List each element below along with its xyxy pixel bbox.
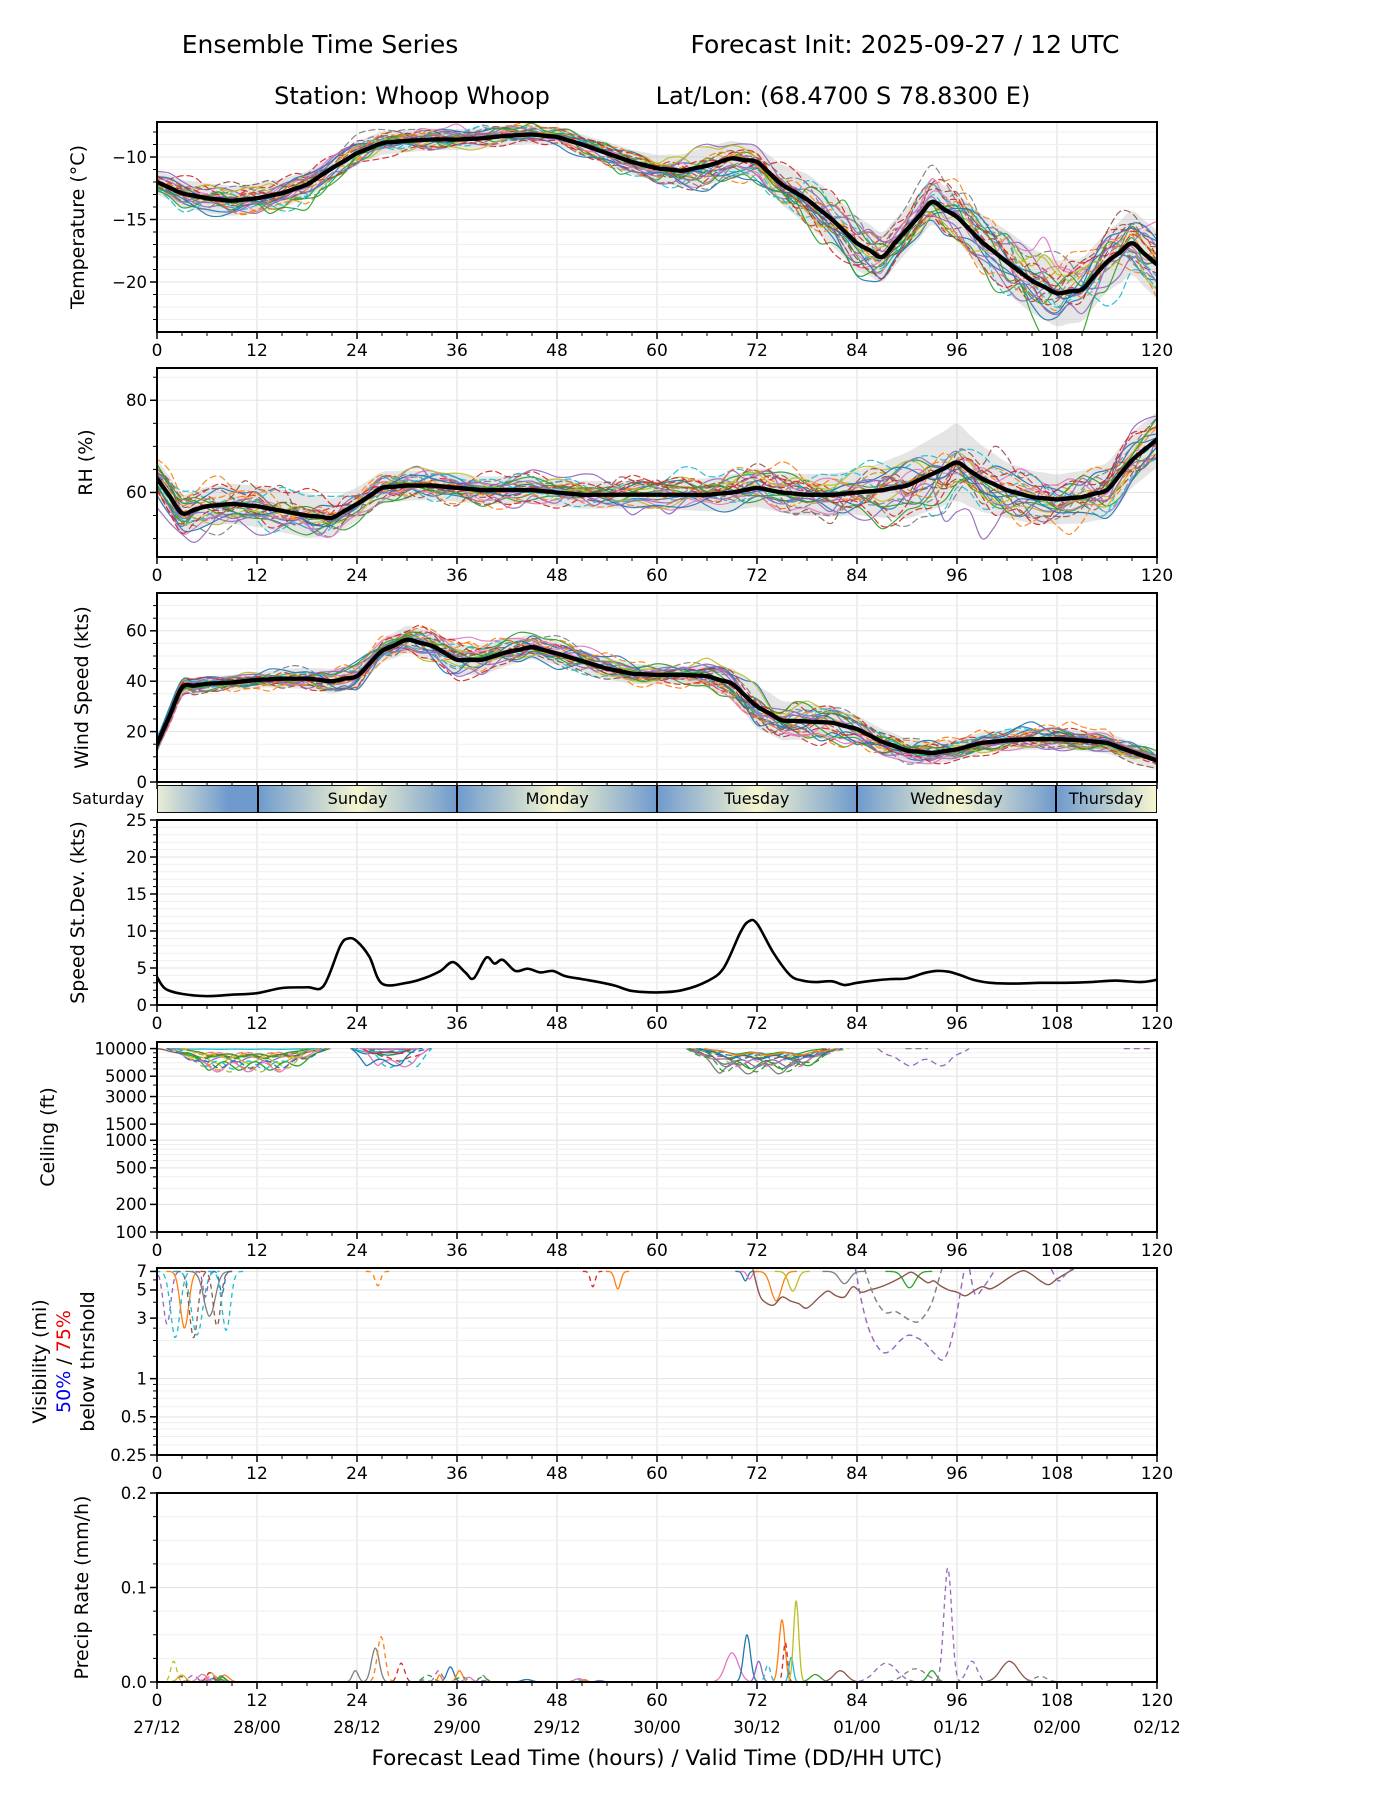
x-tick-label: 24 — [346, 1014, 368, 1034]
x-tick-label: 48 — [546, 1241, 568, 1261]
visibility-dip — [151, 1271, 182, 1323]
precip-spike — [356, 1648, 395, 1682]
visibility-dip — [366, 1271, 389, 1285]
panel-precip — [71, 1484, 1173, 1711]
x-ticks — [157, 557, 1157, 564]
x-tick-label: 84 — [846, 1014, 868, 1034]
y-tick-label: 0.2 — [120, 1483, 147, 1503]
x-tick-label: 48 — [546, 1464, 568, 1484]
x-tick-label: 84 — [846, 341, 868, 361]
x-date-label: 02/00 — [1033, 1718, 1081, 1737]
x-tick-label: 72 — [746, 341, 768, 361]
day-segment-thursday — [1056, 786, 1156, 812]
y-tick-label: 0.0 — [120, 1672, 147, 1692]
panel-data — [151, 1268, 1074, 1360]
x-tick-label: 24 — [346, 1464, 368, 1484]
gridlines — [157, 1493, 1157, 1682]
y-tick-label: 20 — [126, 847, 147, 867]
panel-visibility — [29, 1262, 1173, 1484]
x-ticks — [157, 1455, 1157, 1462]
x-date-label: 28/00 — [233, 1718, 281, 1737]
x-tick-label: 60 — [646, 566, 668, 586]
x-ticks — [157, 332, 1157, 339]
gridlines — [157, 122, 1157, 332]
y-tick-label: 5 — [136, 1280, 147, 1300]
precip-spike — [384, 1663, 419, 1682]
y-tick-label: 0.5 — [120, 1407, 147, 1427]
y-tick-label: 0.25 — [110, 1445, 147, 1465]
y-tick-label: 60 — [126, 621, 147, 641]
x-tick-label: 60 — [646, 1691, 668, 1711]
precip-spike — [928, 1568, 967, 1682]
y-tick-label: 5 — [136, 958, 147, 978]
y-tick-label: 100 — [115, 1222, 147, 1242]
y-tick-label: 3000 — [105, 1087, 147, 1107]
x-tick-label: 24 — [346, 1691, 368, 1711]
precip-spike — [159, 1661, 189, 1682]
x-tick-label: 108 — [1040, 1241, 1074, 1261]
y-tick-label: 7 — [136, 1262, 147, 1282]
y-tick-label: 200 — [115, 1195, 147, 1215]
panel-ceiling — [37, 1039, 1173, 1261]
day-label-monday: Monday — [525, 789, 589, 808]
x-tick-label: 72 — [746, 1241, 768, 1261]
x-tick-label: 48 — [546, 1014, 568, 1034]
day-divider — [856, 786, 858, 812]
x-tick-label: 84 — [846, 1241, 868, 1261]
x-tick-label: 12 — [246, 1464, 268, 1484]
day-label-saturday: Saturday — [72, 789, 145, 808]
x-ticks — [157, 1682, 1157, 1689]
latlon-label: Lat/Lon: (68.4700 S 78.8300 E) — [655, 82, 1031, 110]
x-tick-label: 24 — [346, 1241, 368, 1261]
visibility-dip — [823, 1271, 866, 1283]
y-axis-label: Speed St.Dev. (kts) — [67, 821, 89, 1004]
precip-spike — [444, 1671, 474, 1682]
day-segment-tuesday — [657, 786, 857, 812]
day-strip — [157, 785, 1157, 813]
x-date-label: 30/00 — [633, 1718, 681, 1737]
x-tick-label: 84 — [846, 1691, 868, 1711]
y-tick-label: −15 — [112, 210, 147, 230]
x-tick-label: 72 — [746, 1014, 768, 1034]
x-tick-label: 36 — [446, 1241, 468, 1261]
x-tick-label: 96 — [946, 566, 968, 586]
day-segment-monday — [457, 786, 657, 812]
x-tick-label: 0 — [151, 1464, 163, 1484]
x-tick-label: 60 — [646, 1014, 668, 1034]
x-tick-label: 108 — [1040, 1014, 1074, 1034]
x-tick-label: 48 — [546, 341, 568, 361]
precip-spike — [362, 1637, 401, 1682]
y-tick-label: 5000 — [105, 1066, 147, 1086]
x-date-label: 01/12 — [933, 1718, 981, 1737]
precip-spike — [861, 1669, 969, 1682]
x-tick-label: 12 — [246, 1241, 268, 1261]
y-axis-label: Visibility (mi) — [29, 1299, 51, 1424]
station-label: Station: Whoop Whoop — [274, 82, 550, 110]
panel-rh — [75, 368, 1173, 586]
x-tick-label: 108 — [1040, 1691, 1074, 1711]
x-date-label: 27/12 — [133, 1718, 181, 1737]
y-tick-label: 15 — [126, 884, 147, 904]
x-tick-label: 96 — [946, 1014, 968, 1034]
x-tick-label: 0 — [151, 1014, 163, 1034]
x-tick-label: 120 — [1140, 1691, 1174, 1711]
x-tick-label: 48 — [546, 1691, 568, 1711]
panel-temperature — [67, 122, 1173, 361]
x-date-label: 28/12 — [333, 1718, 381, 1737]
day-label-thursday: Thursday — [1068, 789, 1144, 808]
day-segment-sunday — [258, 786, 458, 812]
x-tick-label: 120 — [1140, 1464, 1174, 1484]
day-divider — [456, 786, 458, 812]
x-tick-label: 48 — [546, 566, 568, 586]
x-axis-title: Forecast Lead Time (hours) / Valid Time (DD/HH UTC) — [371, 1746, 943, 1771]
y-tick-label: 0 — [136, 772, 147, 792]
y-axis-label: Ceiling (ft) — [37, 1087, 59, 1187]
x-tick-label: 24 — [346, 566, 368, 586]
x-tick-label: 12 — [246, 1691, 268, 1711]
x-tick-label: 84 — [846, 1464, 868, 1484]
day-divider — [257, 786, 259, 812]
day-segment-saturday — [158, 786, 258, 812]
x-tick-label: 36 — [446, 1691, 468, 1711]
x-tick-label: 108 — [1040, 341, 1074, 361]
visibility-series — [1051, 1269, 1071, 1281]
x-tick-label: 36 — [446, 566, 468, 586]
y-axis-label: Precip Rate (mm/h) — [71, 1495, 93, 1680]
y-tick-label: 40 — [126, 671, 147, 691]
day-segment-wednesday — [857, 786, 1057, 812]
x-date-label: 29/00 — [433, 1718, 481, 1737]
y-tick-label: 3 — [136, 1308, 147, 1328]
x-tick-label: 12 — [246, 341, 268, 361]
x-tick-label: 60 — [646, 1464, 668, 1484]
precip-spike — [966, 1661, 1053, 1682]
x-tick-label: 108 — [1040, 566, 1074, 586]
gridlines — [157, 1268, 1157, 1455]
x-tick-label: 12 — [246, 566, 268, 586]
y-axis-label: Wind Speed (kts) — [71, 606, 93, 769]
y-tick-label: 1500 — [105, 1114, 147, 1134]
precip-spike — [946, 1661, 998, 1682]
panel-stdev — [67, 811, 1173, 1034]
y-axis-label-threshold-sub: below thrshold — [77, 1291, 99, 1432]
x-date-label: 30/12 — [733, 1718, 781, 1737]
visibility-series — [855, 1268, 964, 1360]
x-tick-label: 0 — [151, 1691, 163, 1711]
x-tick-label: 36 — [446, 341, 468, 361]
x-tick-label: 96 — [946, 1691, 968, 1711]
day-divider — [656, 786, 658, 812]
y-tick-label: 20 — [126, 722, 147, 742]
gridlines — [157, 1042, 1157, 1232]
day-label-tuesday: Tuesday — [724, 789, 790, 808]
y-tick-label: 1 — [136, 1369, 147, 1389]
day-divider — [1055, 786, 1057, 812]
visibility-series — [970, 1269, 996, 1295]
precip-spike — [744, 1661, 774, 1682]
x-tick-label: 0 — [151, 341, 163, 361]
x-tick-label: 120 — [1140, 1014, 1174, 1034]
x-date-label: 02/12 — [1133, 1718, 1181, 1737]
x-tick-label: 72 — [746, 1464, 768, 1484]
y-tick-label: 25 — [126, 810, 147, 830]
gridlines — [157, 820, 1157, 1005]
y-tick-label: 10 — [126, 921, 147, 941]
x-tick-label: 96 — [946, 1241, 968, 1261]
x-tick-label: 96 — [946, 1464, 968, 1484]
chart-title: Ensemble Time Series — [181, 30, 459, 59]
x-tick-label: 12 — [246, 1014, 268, 1034]
x-ticks — [157, 1232, 1157, 1239]
x-tick-label: 24 — [346, 341, 368, 361]
visibility-dip — [775, 1271, 810, 1291]
y-tick-label: 1000 — [105, 1131, 147, 1151]
y-tick-label: −10 — [112, 147, 147, 167]
y-tick-label: −20 — [112, 272, 147, 292]
x-tick-label: 36 — [446, 1464, 468, 1484]
x-tick-label: 60 — [646, 341, 668, 361]
y-tick-label: 80 — [126, 391, 147, 411]
y-axis-label-threshold-pcts: 50% / 75% — [53, 1310, 75, 1413]
y-axis-label: Temperature (°C) — [67, 145, 89, 309]
y-tick-label: 0 — [136, 995, 147, 1015]
x-date-label: 01/00 — [833, 1718, 881, 1737]
x-tick-label: 0 — [151, 1241, 163, 1261]
x-tick-label: 72 — [746, 566, 768, 586]
panel-wind — [71, 593, 1157, 792]
x-tick-label: 108 — [1040, 1464, 1074, 1484]
x-ticks — [157, 1005, 1157, 1012]
x-tick-label: 84 — [846, 566, 868, 586]
x-tick-label: 0 — [151, 566, 163, 586]
x-date-label: 29/12 — [533, 1718, 581, 1737]
day-label-wednesday: Wednesday — [910, 789, 1003, 808]
day-label-sunday: Sunday — [327, 789, 388, 808]
x-tick-label: 120 — [1140, 341, 1174, 361]
y-axis-label: RH (%) — [75, 429, 97, 496]
forecast-init-label: Forecast Init: 2025-09-27 / 12 UTC — [690, 30, 1120, 59]
ceiling-member-dip — [167, 1049, 322, 1050]
y-tick-label: 10000 — [94, 1039, 147, 1059]
x-tick-label: 120 — [1140, 566, 1174, 586]
x-tick-label: 120 — [1140, 1241, 1174, 1261]
precip-spike — [910, 1671, 953, 1682]
y-tick-label: 500 — [115, 1158, 147, 1178]
x-tick-label: 36 — [446, 1014, 468, 1034]
y-tick-label: 60 — [126, 483, 147, 503]
x-tick-label: 72 — [746, 1691, 768, 1711]
y-tick-label: 0.1 — [120, 1578, 147, 1598]
visibility-dip — [583, 1271, 602, 1286]
x-tick-label: 60 — [646, 1241, 668, 1261]
x-tick-label: 96 — [946, 341, 968, 361]
